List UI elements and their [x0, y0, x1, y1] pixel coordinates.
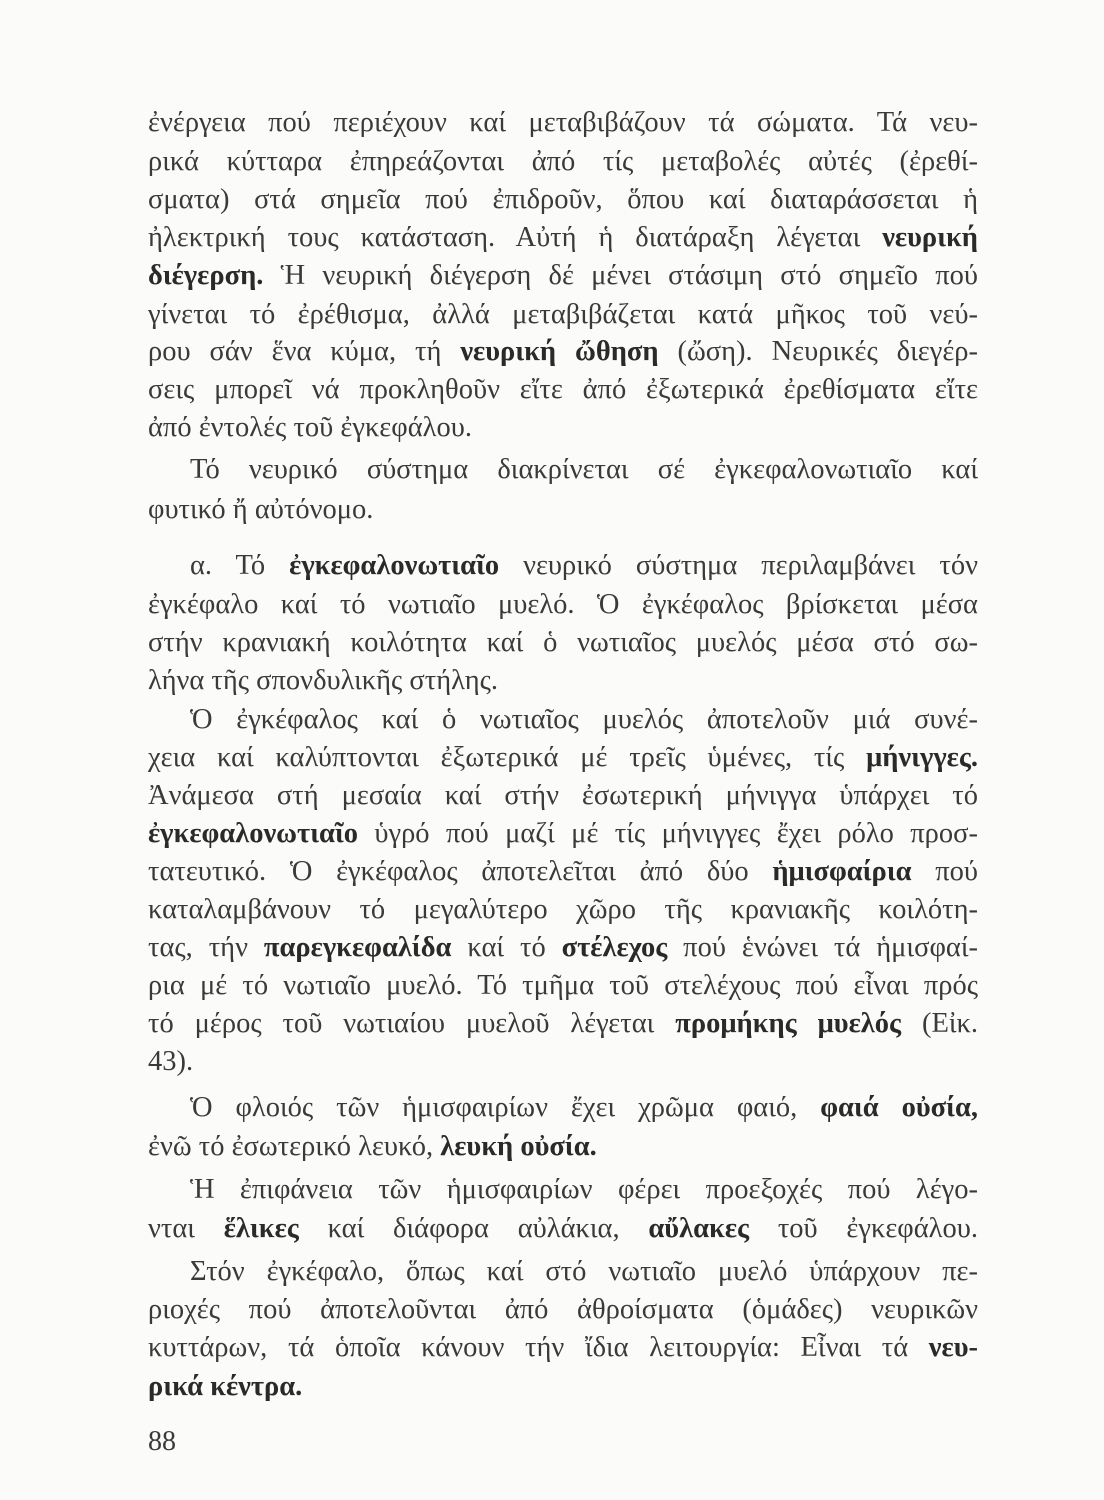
text-run: 43).	[148, 1046, 194, 1077]
text-line	[148, 1043, 978, 1081]
text-run: Ὁ ἐγκέφαλος καί ὁ νωτιαῖος μυελός ἀποτελοῦν μιά συνέ-	[190, 704, 978, 735]
text-line	[148, 777, 978, 815]
text-run: ἐγκέφαλο καί τό νωτιαῖο μυελό. Ὁ ἐγκέφαλος βρίσκεται μέσα	[148, 589, 978, 620]
text-line	[148, 491, 978, 529]
text-run: ρου σάν ἕνα κύμα, τή	[148, 336, 461, 367]
text-line	[148, 104, 978, 142]
text-line	[148, 624, 978, 662]
text-run: πού ἑνώνει τά ἡμισφαί-	[667, 932, 978, 963]
bold-term: ρικά κέντρα.	[148, 1371, 303, 1402]
text-run: ἀπό ἐντολές τοῦ ἐγκεφάλου.	[148, 412, 472, 443]
text-line	[148, 739, 978, 777]
text-run: τοῦ ἐγκεφάλου.	[749, 1213, 978, 1244]
bold-term: διέγερση.	[148, 260, 264, 291]
text-run: ὑγρό πού μαζί μέ τίς μήνιγγες ἔχει ρόλο προσ-	[357, 818, 978, 849]
text-run: ρικά κύτταρα ἐπηρεάζονται ἀπό τίς μεταβολές αὐτές (ἐρεθί-	[148, 146, 978, 177]
text-line	[148, 257, 978, 295]
text-line	[148, 143, 978, 181]
text-line	[148, 1005, 978, 1043]
bold-term: αὔλακες	[648, 1213, 750, 1244]
bold-term: νευρική	[882, 222, 978, 253]
text-run: ἐνέργεια πού περιέχουν καί μεταβιβάζουν τά σώματα. Τά νευ-	[148, 107, 978, 138]
text-run: σματα) στά σημεῖα πού ἐπιδροῦν, ὅπου καί διαταράσσεται ἡ	[148, 184, 978, 215]
text-run: (Εἰκ.	[901, 1008, 979, 1039]
text-line	[148, 371, 978, 409]
text-line	[148, 662, 978, 700]
text-line	[148, 409, 978, 447]
text-run: σεις μπορεῖ νά προκληθοῦν εἴτε ἀπό ἐξωτερικά ἐρεθίσματα εἴτε	[148, 374, 978, 405]
bold-term: στέλεχος	[561, 932, 668, 963]
bold-term: νευ-	[928, 1332, 978, 1363]
text-line	[148, 296, 978, 334]
text-line	[148, 853, 978, 891]
text-line	[148, 929, 978, 967]
text-line	[148, 891, 978, 929]
text-line	[190, 701, 978, 739]
text-run: ἐνῶ τό ἐσωτερικό λευκό,	[148, 1131, 441, 1162]
text-line	[148, 586, 978, 624]
text-run: Τό νευρικό σύστημα διακρίνεται σέ ἐγκεφαλονωτιαῖο καί	[190, 454, 978, 485]
text-run: λήνα τῆς σπονδυλικῆς στήλης.	[148, 665, 499, 696]
text-run: (ὤση). Νευρικές διεγέρ-	[658, 336, 978, 367]
bold-term: ἐγκεφαλονωτιαῖο	[148, 818, 358, 849]
page-number: 88	[148, 1426, 176, 1457]
text-line	[148, 815, 978, 853]
text-run: κυττάρων, τά ὁποῖα κάνουν τήν ἴδια λειτουργία: Εἶναι τά	[148, 1332, 929, 1363]
text-run: νται	[148, 1213, 224, 1244]
text-run: νευρικό σύστημα περιλαμβάνει τόν	[499, 550, 978, 581]
bold-term: ἡμισφαίρια	[772, 856, 912, 887]
text-run: ἠλεκτρική τους κατάσταση. Αὐτή ἡ διατάραξη λέγεται	[148, 222, 883, 253]
text-line	[148, 1368, 978, 1406]
text-run: φυτικό ἤ αὐτόνομο.	[148, 494, 374, 525]
text-line	[148, 333, 978, 371]
text-line	[148, 181, 978, 219]
text-run: Ἡ νευρική διέγερση δέ μένει στάσιμη στό σημεῖο πού	[263, 260, 978, 291]
text-line	[190, 1253, 978, 1291]
text-run: Ὁ φλοιός τῶν ἡμισφαιρίων ἔχει χρῶμα φαιό,	[190, 1092, 821, 1123]
bold-term: φαιά οὐσία,	[820, 1092, 978, 1123]
text-line	[190, 451, 978, 489]
text-run: στήν κρανιακή κοιλότητα καί ὁ νωτιαῖος μυελός μέσα στό σω-	[148, 627, 978, 658]
text-run: τας, τήν	[148, 932, 264, 963]
bold-term: ἐγκεφαλονωτιαῖο	[289, 550, 500, 581]
text-run: Ἀνάμεσα στή μεσαία καί στήν ἐσωτερική μήνιγγα ὑπάρχει τό	[148, 780, 978, 811]
text-run: χεια καί καλύπτονται ἐξωτερικά μέ τρεῖς ὑμένες, τίς	[148, 742, 867, 773]
bold-term: προμήκης μυελός	[675, 1008, 902, 1039]
text-run: Στόν ἐγκέφαλο, ὅπως καί στό νωτιαῖο μυελό ὑπάρχουν πε-	[190, 1256, 978, 1287]
text-run: καί τό	[451, 932, 562, 963]
bold-term: λευκή οὐσία.	[440, 1131, 597, 1162]
text-run: τό μέρος τοῦ νωτιαίου μυελοῦ λέγεται	[148, 1008, 676, 1039]
text-line	[148, 219, 978, 257]
text-run: ριοχές πού ἀποτελοῦνται ἀπό ἀθροίσματα (ὁμάδες) νευρικῶν	[148, 1294, 978, 1325]
text-run: καταλαμβάνουν τό μεγαλύτερο χῶρο τῆς κρανιακῆς κοιλότη-	[148, 894, 978, 925]
text-run: α. Τό	[190, 550, 290, 581]
text-line	[190, 1089, 978, 1127]
text-run: τατευτικό. Ὁ ἐγκέφαλος ἀποτελεῖται ἀπό δύο	[148, 856, 773, 887]
bold-term: νευρική ὤθηση	[460, 336, 659, 367]
text-line	[148, 1210, 978, 1248]
bold-term: ἕλικες	[223, 1213, 299, 1244]
text-run: καί διάφορα αὐλάκια,	[298, 1213, 649, 1244]
text-run: γίνεται τό ἐρέθισμα, ἀλλά μεταβιβάζεται κατά μῆκος τοῦ νεύ-	[148, 299, 978, 330]
bold-term: μήνιγγες.	[866, 742, 978, 773]
text-line	[148, 1128, 978, 1166]
text-line	[148, 1329, 978, 1367]
text-line	[148, 967, 978, 1005]
text-run: ρια μέ τό νωτιαῖο μυελό. Τό τμῆμα τοῦ στελέχους πού εἶναι πρός	[148, 970, 978, 1001]
text-run: Ἡ ἐπιφάνεια τῶν ἡμισφαιρίων φέρει προεξοχές πού λέγο-	[190, 1174, 978, 1205]
bold-term: παρεγκεφαλίδα	[263, 932, 452, 963]
text-line	[190, 547, 978, 585]
text-run: πού	[911, 856, 978, 887]
text-line	[190, 1171, 978, 1209]
text-line	[148, 1291, 978, 1329]
